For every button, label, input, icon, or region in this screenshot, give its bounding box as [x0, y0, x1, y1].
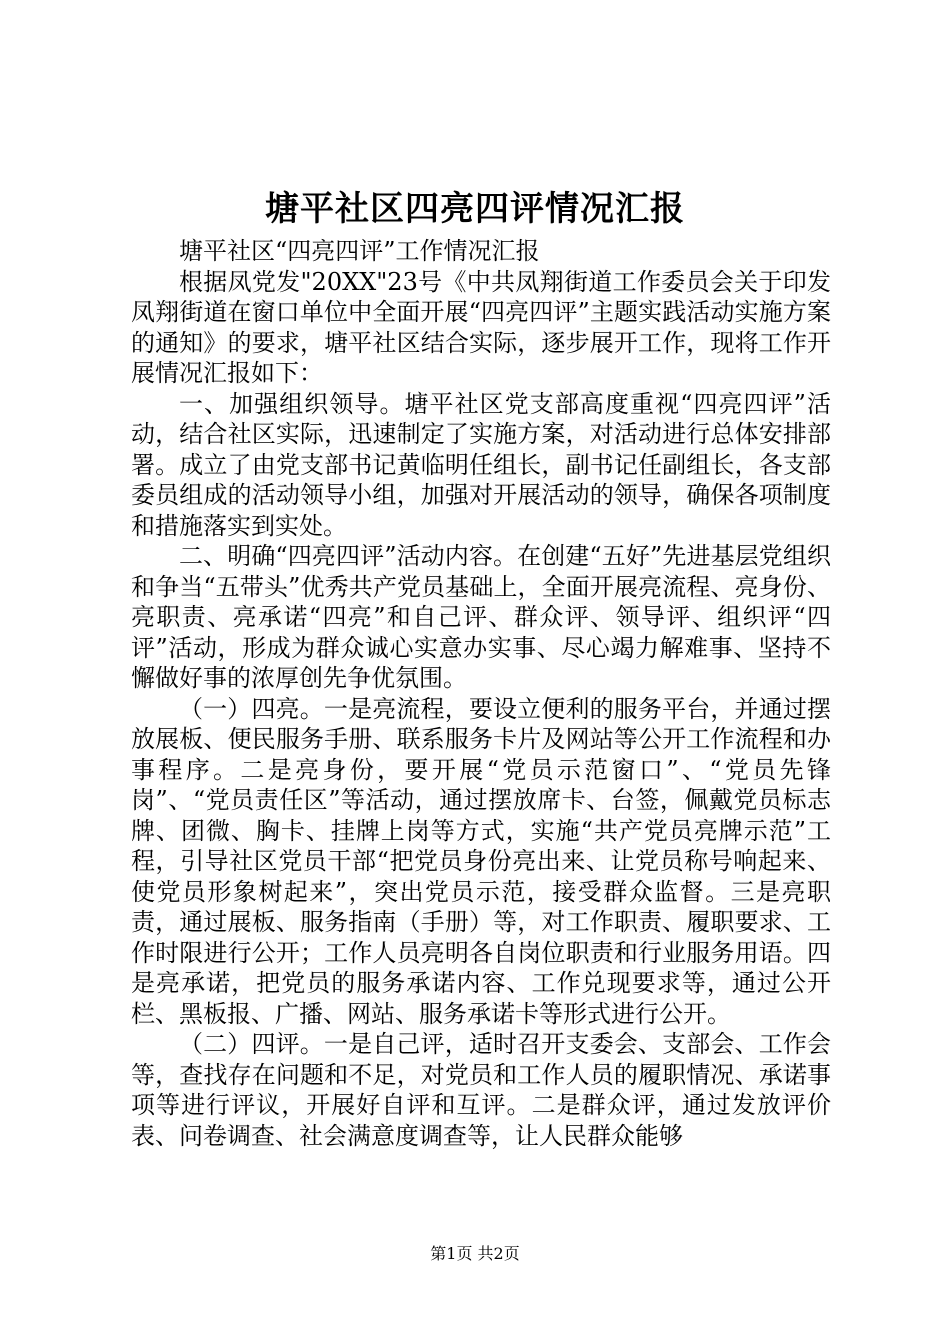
page-footer: 第1页 共2页	[430, 1244, 520, 1263]
document-title: 塘平社区四亮四评情况汇报	[265, 189, 685, 229]
paragraph-intro: 根据凤党发"20XX"23号《中共凤翔街道工作委员会关于印发凤翔街道在窗口单位中全面开展“四亮四评”主题实践活动实施方案的通知》的要求，塘平社区结合实际，逐步展开工作，现将工作开展情况汇报如下：	[131, 267, 831, 387]
paragraph-section-1: 一、加强组织领导。塘平社区党支部高度重视“四亮四评”活动，结合社区实际，迅速制定了实施方案，对活动进行总体安排部署。成立了由党支部书记黄临明任组长，副书记任副组长，各支部委员组成的活动领导小组，加强对开展活动的领导，确保各项制度和措施落实到实处。	[131, 389, 831, 540]
paragraph-subtitle: 塘平社区“四亮四评”工作情况汇报	[179, 237, 540, 265]
document-body	[131, 236, 831, 1151]
paragraph-four-ping: （二）四评。一是自己评，适时召开支委会、支部会、工作会等，查找存在问题和不足，对党员和工作人员的履职情况、承诺事项等进行评议，开展好自评和互评。二是群众评，通过发放评价表、问卷调查、社会满意度调查等，让人民群众能够	[131, 1030, 831, 1150]
paragraph-section-2: 二、明确“四亮四评”活动内容。在创建“五好”先进基层党组织和争当“五带头”优秀共产党员基础上，全面开展亮流程、亮身份、亮职责、亮承诺“四亮”和自己评、群众评、领导评、组织评“四评”活动，形成为群众诚心实意办实事、尽心竭力解难事、坚持不懈做好事的浓厚创先争优氛围。	[131, 542, 831, 692]
paragraph-four-liang: （一）四亮。一是亮流程，要设立便利的服务平台，并通过摆放展板、便民服务手册、联系服务卡片及网站等公开工作流程和办事程序。二是亮身份，要开展“党员示范窗口”、“党员先锋岗”、“党员责任区”等活动，通过摆放席卡、台签，佩戴党员标志牌、团微、胸卡、挂牌上岗等方式，实施“共产党员亮牌示范”工程，引导社区党员干部“把党员身份亮出来、让党员称号响起来、使党员形象树起来”，突出党员示范，接受群众监督。三是亮职责，通过展板、服务指南（手册）等，对工作职责、履职要求、工作时限进行公开；工作人员亮明各自岗位职责和行业服务用语。四是亮承诺，把党员的服务承诺内容、工作兑现要求等，通过公开栏、黑板报、广播、网站、服务承诺卡等形式进行公开。	[131, 694, 831, 1028]
